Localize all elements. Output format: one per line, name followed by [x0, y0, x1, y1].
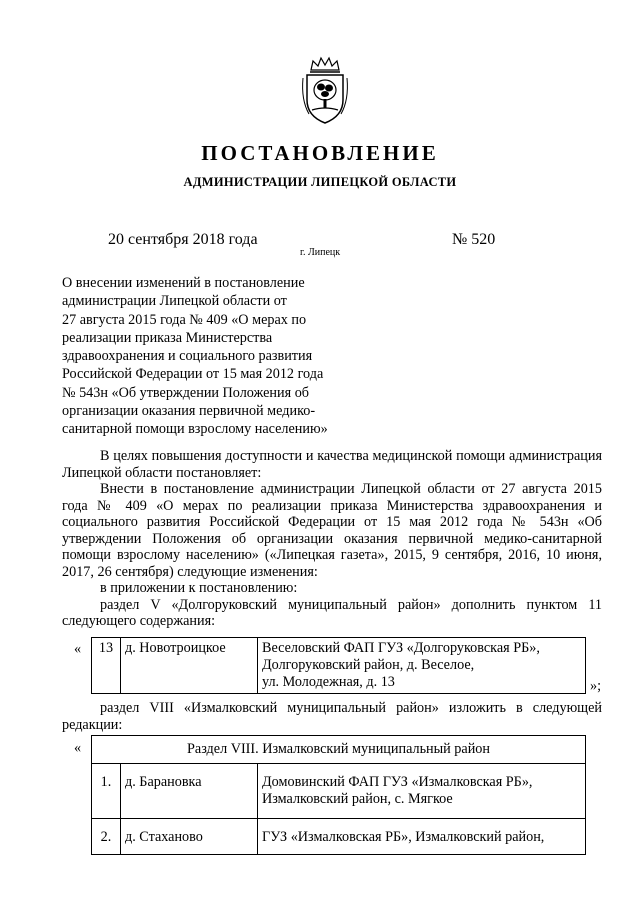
- section-title-cell: Раздел VIII. Измалковский муниципальный район: [92, 736, 586, 764]
- row-number: 1.: [92, 764, 121, 819]
- subject-line: реализации приказа Министерства: [62, 329, 273, 346]
- document-date: 20 сентября 2018 года: [108, 231, 258, 248]
- document-number: № 520: [452, 231, 496, 248]
- document-city: г. Липецк: [300, 247, 341, 258]
- subject-line: 27 августа 2015 года № 409 «О мерах по: [62, 311, 307, 328]
- issuer-subtitle: АДМИНИСТРАЦИИ ЛИПЕЦКОЙ ОБЛАСТИ: [183, 175, 457, 189]
- address-cell: [258, 819, 586, 855]
- village-cell: д. Стаханово: [121, 819, 258, 855]
- paragraph-section-viii: раздел VIII «Измалковский муниципальный район» изложить в следующей редакции:: [62, 700, 602, 733]
- paragraph-amendment: Внести в постановление администрации Липецкой области от 27 августа 2015 года № 409 «О мерах по реализации приказа Министерства здравоохранения и социального развития Российской Федерации от 15 мая 2012 года № 543н «Об утверждении Положения об организации оказания первичной медико-санитарной помощи взрослому населению» («Липецкая газета», 2015, 9 сентября, 2016, 10 июня, 2017, 26 сентября) следующие изменения:: [62, 481, 602, 580]
- page-title: ПОСТАНОВЛЕНИЕ: [201, 141, 439, 165]
- row-number: 2.: [92, 819, 121, 855]
- insertion-table: [91, 637, 586, 694]
- section-viii-table: [91, 735, 586, 855]
- address-line: Долгоруковский район, д. Веселое,: [262, 657, 475, 673]
- subject-line: администрации Липецкой области от: [62, 293, 287, 310]
- subject-line: здравоохранения и социального развития: [62, 348, 313, 365]
- document-body: [62, 448, 602, 630]
- paragraph-appendix: в приложении к постановлению:: [100, 580, 298, 596]
- subject-line: № 543н «Об утверждении Положения об: [62, 384, 310, 401]
- village-cell: д. Новотроицкое: [121, 638, 258, 694]
- row-number: 13: [92, 638, 121, 694]
- address-line: Измалковский район, с. Мягкое: [262, 791, 453, 807]
- subject-line: О внесении изменений в постановление: [62, 275, 305, 291]
- table-row: [92, 764, 586, 819]
- paragraph-section-v: раздел V «Долгоруковский муниципальный район» дополнить пунктом 11 следующего содержания:: [62, 596, 602, 629]
- document-body-continued: [62, 700, 602, 733]
- address-line: Домовинский ФАП ГУЗ «Измалковская РБ»,: [262, 774, 533, 790]
- table-header-row: [92, 736, 586, 764]
- subject-line: организации оказания первичной медико-: [62, 403, 316, 420]
- open-quote: «: [74, 740, 82, 756]
- subject-line: Российской Федерации от 15 мая 2012 года: [62, 366, 324, 383]
- address-line: ГУЗ «Измалковская РБ», Измалковский район,: [262, 829, 545, 845]
- address-line: ул. Молодежная, д. 13: [262, 674, 395, 690]
- document-subject: [62, 274, 362, 439]
- coat-of-arms-icon: [299, 56, 351, 126]
- subject-line: санитарной помощи взрослому населению»: [62, 421, 328, 438]
- table-row: [92, 819, 586, 855]
- address-line: Веселовский ФАП ГУЗ «Долгоруковская РБ»,: [262, 640, 540, 656]
- address-cell: [258, 764, 586, 819]
- open-quote: «: [74, 641, 82, 657]
- address-cell: [258, 638, 586, 694]
- village-cell: д. Барановка: [121, 764, 258, 819]
- paragraph-preamble: В целях повышения доступности и качества медицинской помощи администрация Липецкой области постановляет:: [62, 448, 602, 481]
- close-quote: »;: [590, 678, 602, 694]
- table-row: [92, 638, 586, 694]
